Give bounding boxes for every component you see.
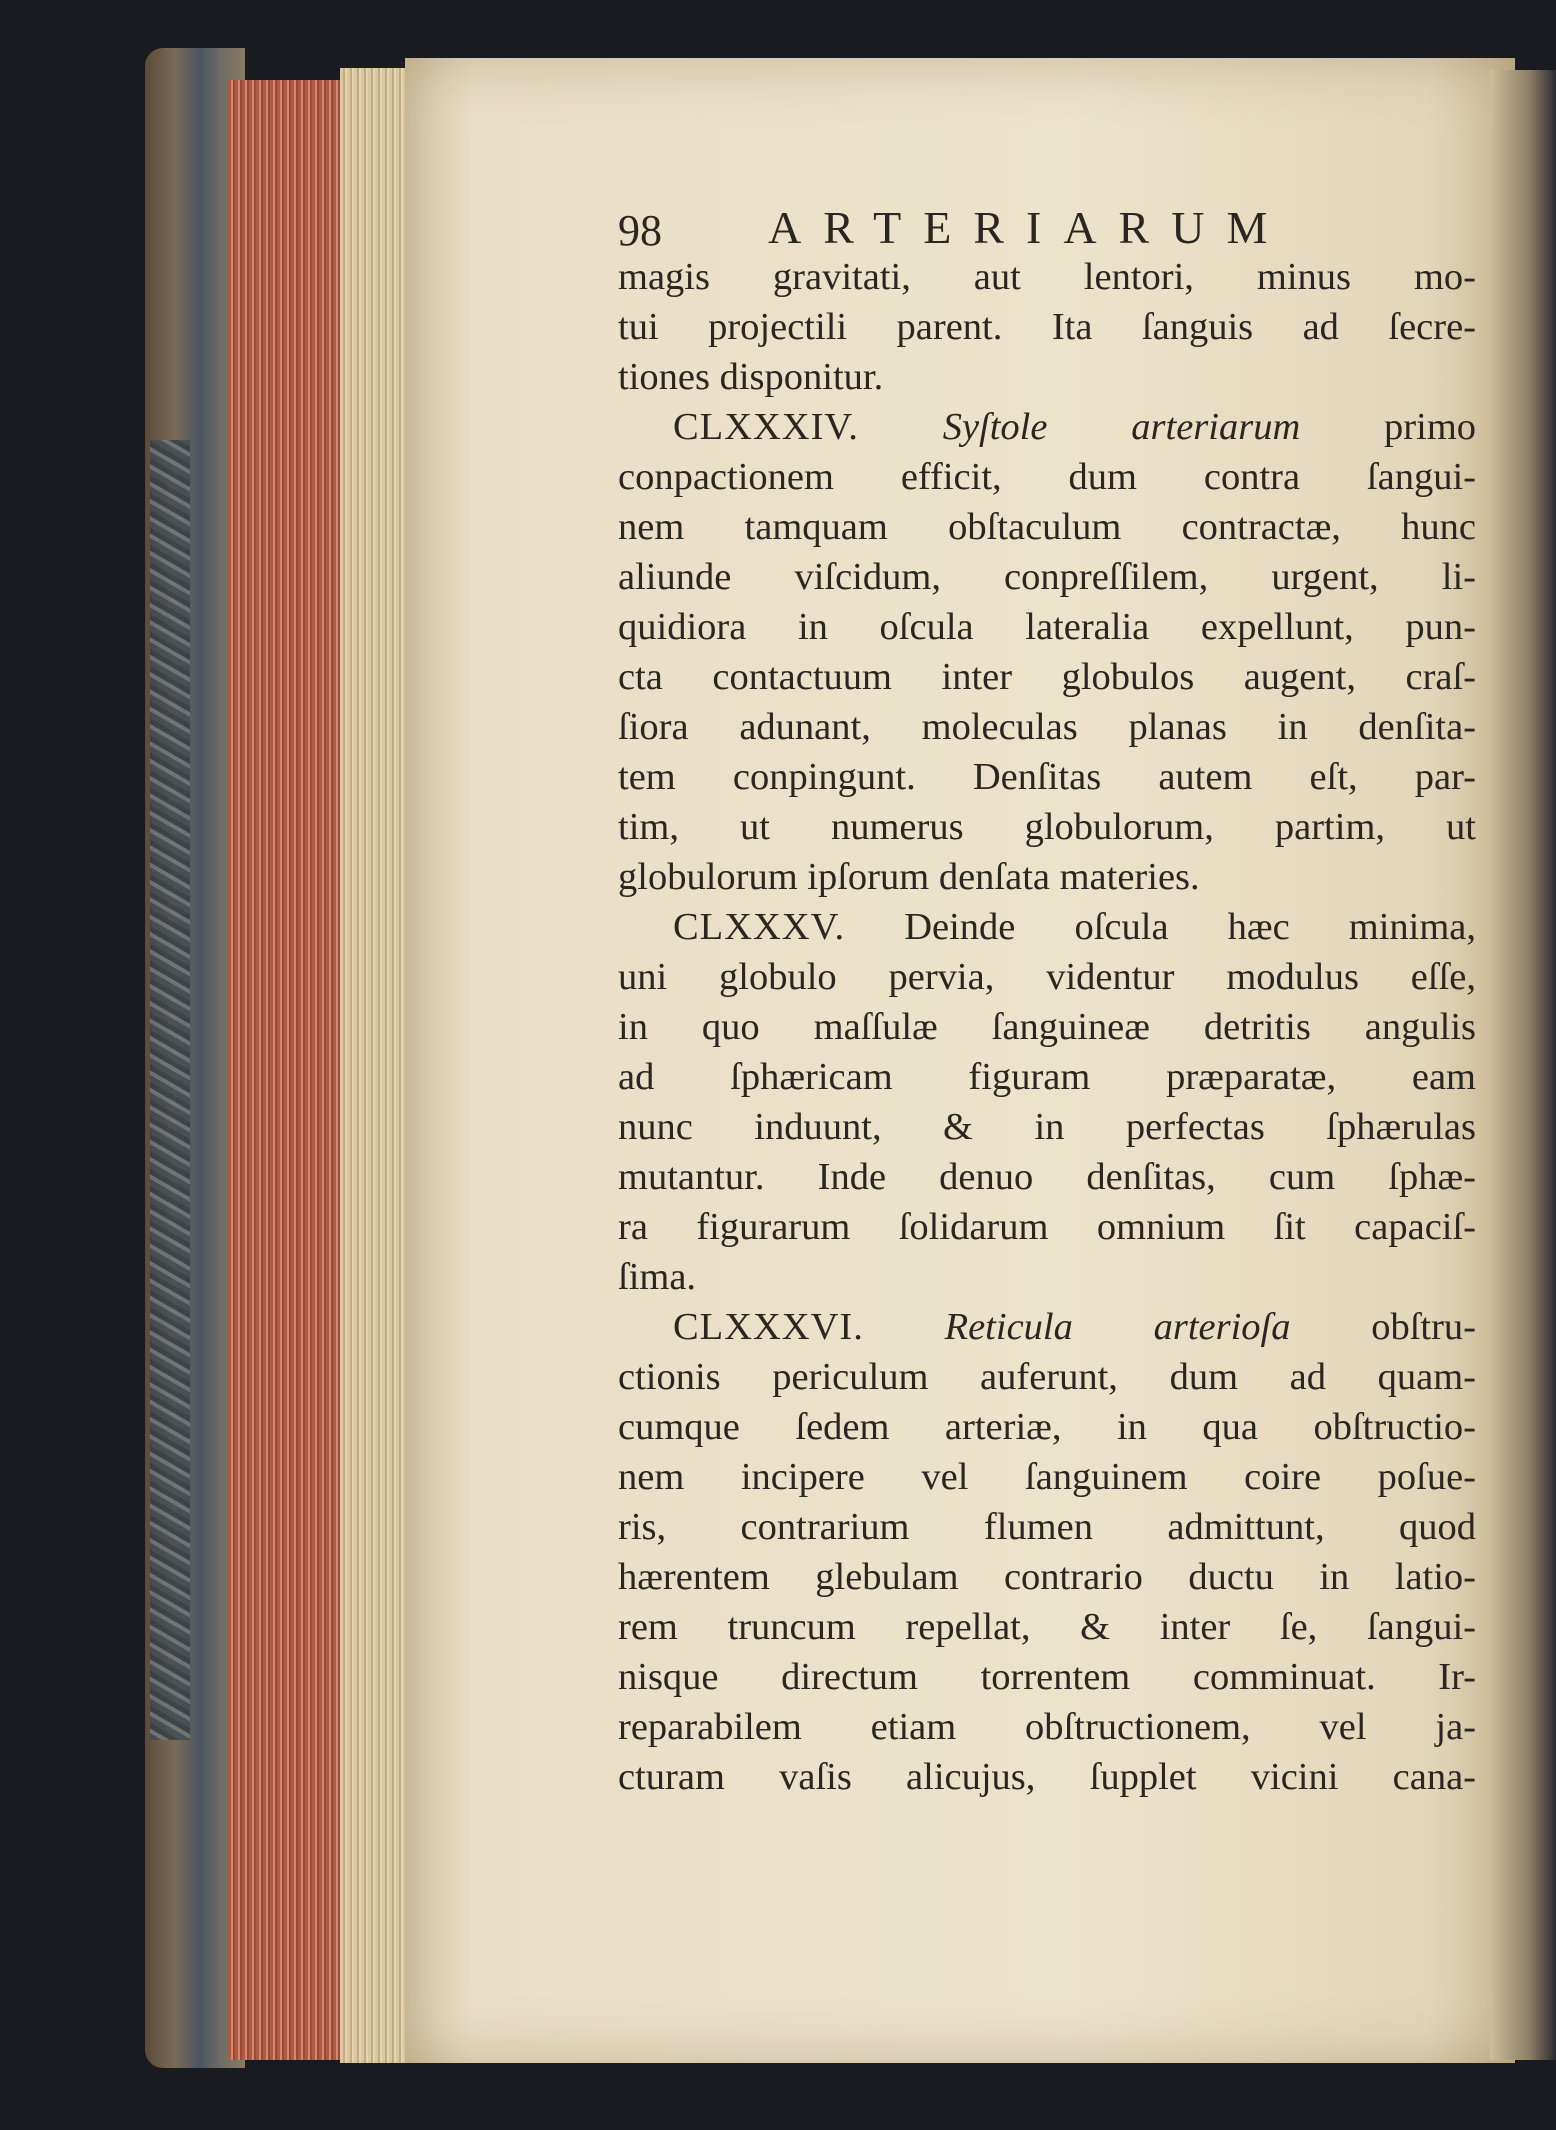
line-text: uni globulo pervia, videntur modulus eſſe,: [618, 956, 1476, 998]
line-text: ctionis periculum auferunt, dum ad quam-: [618, 1356, 1476, 1398]
text-line: [618, 552, 1476, 602]
text-line: [618, 1652, 1476, 1702]
text-line: [618, 1702, 1476, 1752]
spine-pattern: [150, 440, 190, 1740]
text-line: [618, 1152, 1476, 1202]
text-line: [618, 502, 1476, 552]
line-text: cumque ſedem arteriæ, in qua obſtructio-: [618, 1406, 1476, 1448]
text-line: [618, 1202, 1476, 1252]
text-line: [618, 1402, 1476, 1452]
line-text: in quo maſſulæ ſanguineæ detritis angulis: [618, 1006, 1476, 1048]
text-line: [618, 1602, 1476, 1652]
line-text: nunc induunt, & in perfectas ſphærulas: [618, 1106, 1476, 1148]
line-text: nem incipere vel ſanguinem coire poſue-: [618, 1456, 1476, 1498]
text-line: [618, 352, 1476, 402]
line-text: cturam vaſis alicujus, ſupplet vicini cana-: [618, 1756, 1476, 1798]
line-text: tim, ut numerus globulorum, partim, ut: [618, 806, 1476, 848]
line-text: cta contactuum inter globulos augent, craſ-: [618, 656, 1476, 698]
section-number: CLXXXIV.: [673, 406, 859, 448]
text-line: [618, 802, 1476, 852]
text-line: [618, 1302, 1476, 1352]
line-text: mutantur. Inde denuo denſitas, cum ſphæ-: [618, 1156, 1476, 1198]
line-text: ra figurarum ſolidarum omnium ſit capaciſ-: [618, 1206, 1476, 1248]
text-line: [618, 1102, 1476, 1152]
line-text: ad ſphæricam figuram præparatæ, eam: [618, 1056, 1476, 1098]
text-line: [618, 752, 1476, 802]
text-line: [618, 852, 1476, 902]
line-text: globulorum ipſorum denſata materies.: [618, 856, 1200, 898]
text-line: [618, 602, 1476, 652]
text-line: [618, 402, 1476, 452]
text-line: [618, 902, 1476, 952]
text-line: [618, 302, 1476, 352]
line-text: conpactionem efficit, dum contra ſangui-: [618, 456, 1476, 498]
text-line: [618, 952, 1476, 1002]
italic-heading: Reticula arterioſa: [944, 1306, 1291, 1348]
line-text: hærentem glebulam contrario ductu in latio-: [618, 1556, 1476, 1598]
text-line: [618, 1002, 1476, 1052]
text-line: [618, 1052, 1476, 1102]
text-line: [618, 1552, 1476, 1602]
text-line: [618, 1452, 1476, 1502]
line-text: tui projectili parent. Ita ſanguis ad ſecre-: [618, 306, 1476, 348]
body-text: [618, 252, 1476, 1802]
line-text: tiones disponitur.: [618, 356, 884, 398]
line-text: Deinde oſcula hæc minima,: [904, 906, 1477, 948]
text-line: [618, 252, 1476, 302]
text-line: [618, 1502, 1476, 1552]
text-line: [618, 1252, 1476, 1302]
section-number: CLXXXV.: [673, 906, 846, 948]
line-text: ſima.: [618, 1256, 697, 1298]
text-line: [618, 652, 1476, 702]
line-text: nem tamquam obſtaculum contractæ, hunc: [618, 506, 1476, 548]
text-line: [618, 1752, 1476, 1802]
italic-heading: Syſtole arteriarum: [942, 406, 1301, 448]
text-line: [618, 452, 1476, 502]
line-text: tem conpingunt. Denſitas autem eſt, par-: [618, 756, 1476, 798]
line-text: quidiora in oſcula lateralia expellunt, pun-: [618, 606, 1476, 648]
line-text: aliunde viſcidum, conpreſſilem, urgent, li-: [618, 556, 1476, 598]
line-text: ris, contrarium flumen admittunt, quod: [618, 1506, 1476, 1548]
line-text: rem truncum repellat, & inter ſe, ſangui-: [618, 1606, 1476, 1648]
text-line: [618, 702, 1476, 752]
red-page-edges: [228, 80, 348, 2060]
page-edges: [340, 68, 410, 2063]
line-text: primo: [1384, 406, 1477, 448]
line-text: reparabilem etiam obſtructionem, vel ja-: [618, 1706, 1476, 1748]
page-number: 98: [618, 206, 662, 255]
line-text: nisque directum torrentem comminuat. Ir-: [618, 1656, 1476, 1698]
text-line: [618, 1352, 1476, 1402]
running-title: ARTERIARUM: [768, 202, 1290, 253]
line-text: ſiora adunant, moleculas planas in denſita-: [618, 706, 1476, 748]
line-text: obſtru-: [1371, 1306, 1476, 1348]
line-text: magis gravitati, aut lentori, minus mo-: [618, 256, 1476, 298]
section-number: CLXXXVI.: [673, 1306, 864, 1348]
gutter-shadow: [1490, 70, 1556, 2060]
